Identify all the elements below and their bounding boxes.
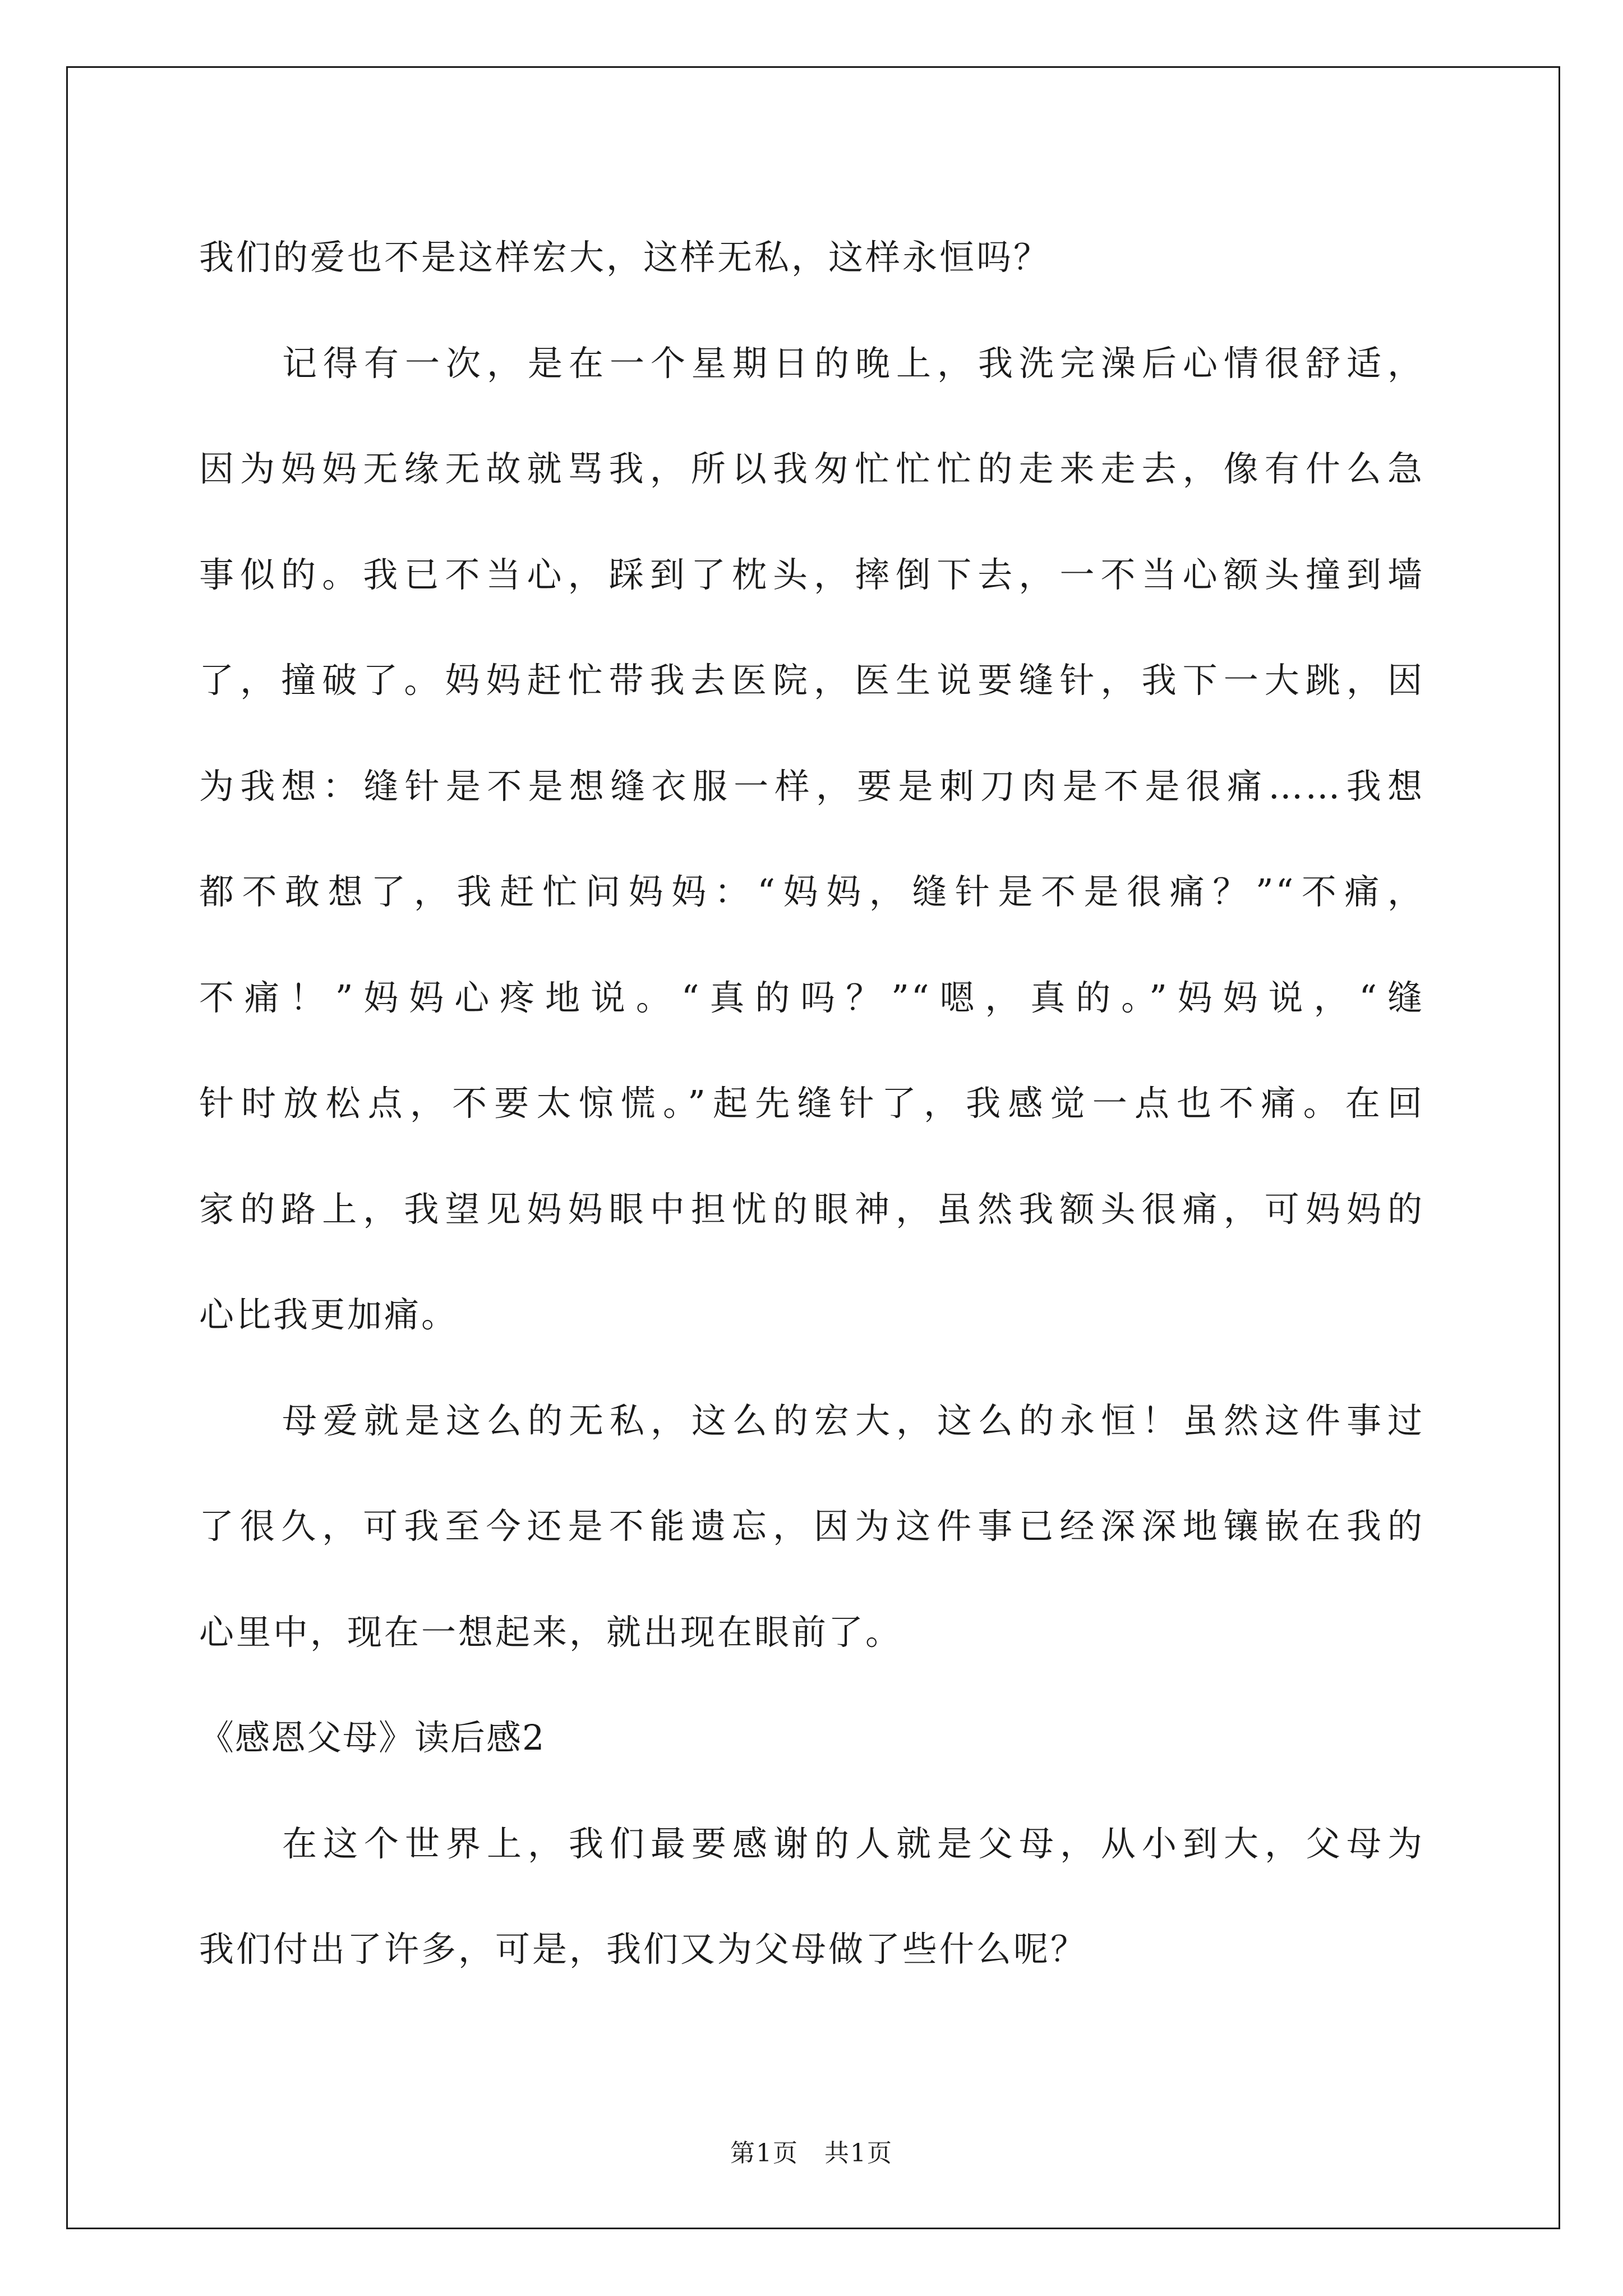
text-line: 心比我更加痛。 [199,1294,459,1335]
text-line: 都不敢想了，我赶忙问妈妈：“妈妈，缝针是不是很痛？”“不痛， [199,871,1424,912]
paragraph-start-line: 在这个世界上，我们最要感谢的人就是父母，从小到大，父母为 [282,1823,1424,1864]
paragraph-start-line: 记得有一次，是在一个星期日的晚上，我洗完澡后心情很舒适， [282,342,1424,384]
text-line: 家的路上，我望见妈妈眼中担忧的眼神，虽然我额头很痛，可妈妈的 [199,1188,1424,1230]
text-line: 针时放松点，不要太惊慌。”起先缝针了，我感觉一点也不痛。在回 [199,1083,1424,1124]
text-line: 不痛！”妈妈心疼地说。“真的吗？”“嗯，真的。”妈妈说，“缝 [199,977,1424,1018]
text-line: 了很久，可我至今还是不能遗忘，因为这件事已经深深地镶嵌在我的 [199,1506,1424,1547]
document-body [199,205,1424,2003]
paragraph-start-line: 母爱就是这么的无私，这么的宏大，这么的永恒！虽然这件事过 [282,1400,1424,1441]
section-title: 《感恩父母》读后感2 [199,1717,546,1758]
text-line: 事似的。我已不当心，踩到了枕头，摔倒下去，一不当心额头撞到墙 [199,554,1424,595]
text-line: 了，撞破了。妈妈赶忙带我去医院，医生说要缝针，我下一大跳，因 [199,660,1424,701]
text-line: 我们的爱也不是这样宏大，这样无私，这样永恒吗？ [199,237,1051,278]
text-line: 为我想：缝针是不是想缝衣服一样，要是刺刀肉是不是很痛……我想 [199,765,1424,807]
text-line: 我们付出了许多，可是，我们又为父母做了些什么呢？ [199,1929,1088,1970]
text-line: 因为妈妈无缘无故就骂我，所以我匆忙忙忙的走来走去，像有什么急 [199,448,1424,489]
page-number-footer: 第1页 共1页 [730,2139,893,2168]
text-line: 心里中，现在一想起来，就出现在眼前了。 [199,1611,903,1653]
